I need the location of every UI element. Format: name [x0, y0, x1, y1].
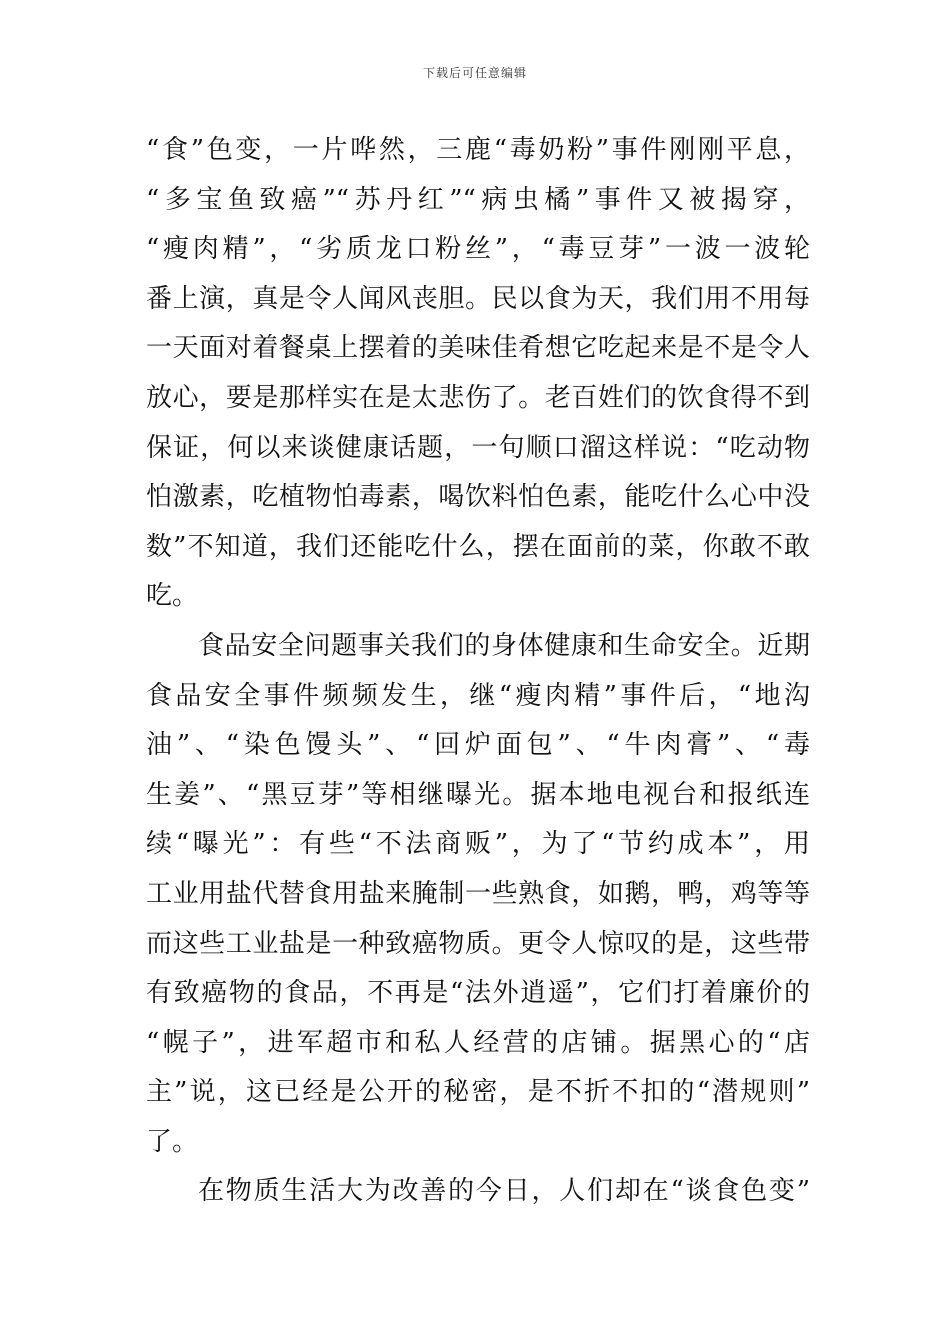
text-line: 数”不知道，我们还能吃什么，摆在面前的菜，你敢不敢: [146, 531, 810, 562]
text-line: 放心，要是那样实在是太悲伤了。老百姓们的饮食得不到: [146, 382, 810, 413]
text-line: 番上演，真是令人闻风丧胆。民以食为天，我们用不用每: [146, 283, 810, 314]
text-line: 而这些工业盐是一种致癌物质。更令人惊叹的是，这些带: [146, 928, 810, 959]
page-header-note: 下载后可任意编辑: [422, 66, 527, 80]
text-line: 一天面对着餐桌上摆着的美味佳肴想它吃起来是不是令人: [146, 333, 810, 364]
text-line: 了。: [146, 1126, 199, 1157]
text-line: 吃。: [146, 581, 199, 612]
text-line: 续“曝光”：有些“不法商贩”，为了“节约成本”，用: [146, 829, 810, 860]
text-line: 怕激素，吃植物怕毒素，喝饮料怕色素，能吃什么心中没: [146, 482, 810, 513]
text-line: “幌子”，进军超市和私人经营的店铺。据黑心的“店: [146, 1027, 810, 1058]
text-line: “食”色变，一片哗然，三鹿“毒奶粉”事件刚刚平息，: [146, 135, 810, 165]
text-line: 保证，何以来谈健康话题，一句顺口溜这样说：“吃动物: [146, 432, 810, 463]
text-line: 油”、“染色馒头”、“回炉面包”、“牛肉膏”、“毒: [146, 730, 810, 761]
text-line: “多宝鱼致癌”“苏丹红”“病虫橘”事件又被揭穿，: [146, 184, 810, 215]
text-line: 主”说，这已经是公开的秘密，是不折不扣的“潜规则”: [146, 1077, 810, 1108]
text-line: 有致癌物的食品，不再是“法外逍遥”，它们打着廉价的: [146, 978, 810, 1009]
paragraph-first-line: 在物质生活大为改善的今日，人们却在“谈食色变”: [198, 1176, 810, 1207]
text-line: 生姜”、“黑豆芽”等相继曝光。据本地电视台和报纸连: [146, 779, 810, 810]
document-body: [146, 126, 810, 1217]
paragraph-first-line: 食品安全问题事关我们的身体健康和生命安全。近期: [198, 630, 810, 661]
text-line: 工业用盐代替食用盐来腌制一些熟食，如鹅，鸭，鸡等等: [146, 878, 810, 909]
text-line: “瘦肉精”，“劣质龙口粉丝”，“毒豆芽”一波一波轮: [146, 234, 810, 265]
text-line: 食品安全事件频频发生，继“瘦肉精”事件后，“地沟: [146, 680, 810, 711]
